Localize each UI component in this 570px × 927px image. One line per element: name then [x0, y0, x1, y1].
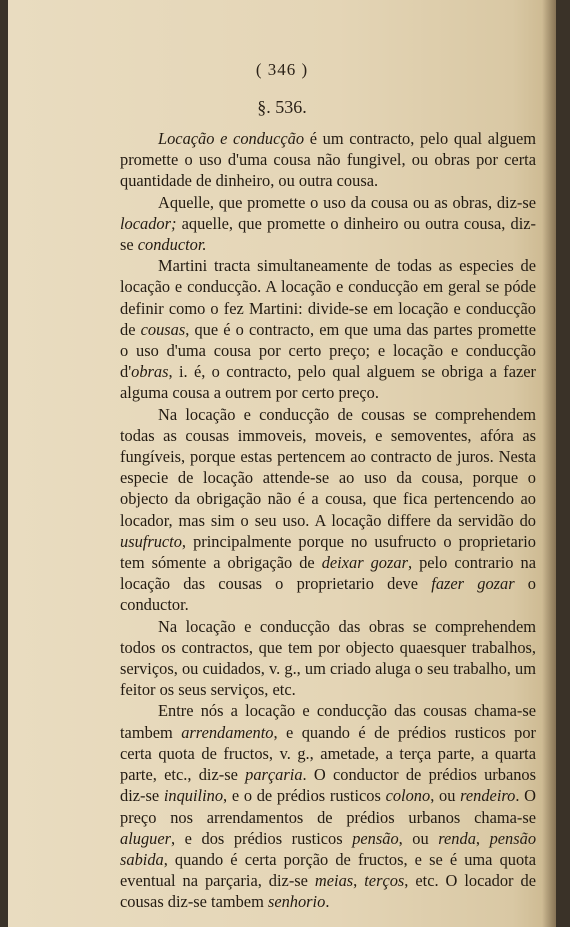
italic-term: inquilino [163, 786, 224, 806]
text-run: , [353, 871, 365, 891]
text-run: , etc. O locador de cousas diz-se tambem [120, 871, 536, 912]
text-run: aquelle, que promette o dinheiro ou outra cousa, diz-se [120, 213, 536, 255]
italic-term: arrendamento [181, 722, 274, 742]
italic-term: terços [364, 871, 405, 891]
text-run: , [475, 828, 490, 848]
italic-term: conductor. [137, 235, 207, 255]
book-page [8, 0, 556, 927]
italic-term: usufructo [120, 531, 182, 551]
body-text [120, 128, 536, 913]
paragraph [120, 255, 536, 403]
italic-term: deixar gozar [321, 553, 408, 573]
italic-term: obras [131, 362, 169, 382]
paragraph [120, 192, 536, 256]
paragraph [120, 404, 536, 616]
italic-term: parçaria [245, 765, 303, 785]
page-spine-shadow [542, 0, 556, 927]
section-heading: §. 536. [257, 97, 307, 117]
text-run: Martini tracta simultaneamente de todas as especies de locação e conducção. A locação e conducção em geral se póde definir como o fez Martini: divide-se em locação e conducção de [120, 256, 536, 339]
paragraph [120, 616, 536, 701]
text-run: , ou [398, 828, 439, 848]
italic-term: meias [314, 871, 354, 891]
page-number: ( 346 ) [255, 60, 309, 79]
text-run: o conductor. [120, 574, 536, 615]
text-run: , e dos prédios rusticos [171, 828, 353, 848]
text-run: , e quando é de prédios rusticos por certa quota de fructos, v. g., ametade, a terça parte, a quarta parte, etc., diz-se [120, 722, 536, 785]
italic-term: colono [385, 786, 431, 806]
italic-term: locador; [120, 213, 177, 233]
italic-term: pensão sabida [120, 828, 537, 869]
paragraph [120, 700, 536, 912]
text-run: , que é o contracto, em que uma das partes promette o uso d'uma cousa por certo preço; e locação e conducção d' [120, 319, 536, 382]
italic-term: renda [438, 828, 476, 848]
text-run: Aquelle, que promette o uso da cousa ou as obras, diz-se [158, 192, 536, 212]
text-run: é um contracto, pelo qual alguem promette o uso d'uma cousa não fungivel, ou obras por certa quantidade de dinheiro, ou outra cousa. [120, 129, 536, 191]
italic-term: pensão [352, 828, 399, 848]
text-run: , principalmente porque no usufructo o proprietario tem sómente a obrigação de [120, 531, 536, 573]
text-run: Na locação e conducção de cousas se comprehendem todas as cousas immoveis, moveis, e semoventes, afóra as fungíveis, porque estas pertencem ao contracto de juros. Nesta especie de locação attende-se ao uso da cousa, porque o objecto da obrigação não é a cousa, que fica pertencendo ao locador, mas sim o seu uso. A locação differe da servidão do [120, 404, 536, 530]
italic-term: cousas [140, 319, 186, 339]
italic-term: fazer gozar [431, 574, 515, 594]
text-run: . [325, 892, 330, 912]
text-run: , e o de prédios rusticos [223, 786, 386, 806]
text-run: , pelo contrario na locação das cousas o proprietario deve [120, 553, 536, 594]
text-run: . O conductor de prédios urbanos diz-se [120, 765, 536, 806]
text-run: Entre nós a locação e conducção das cousas chama-se tambem [120, 701, 536, 742]
text-run: Na locação e conducção das obras se comprehendem todos os contractos, que tem por objecto quaesquer trabalhos, serviços, ou cuidados, v. g., um criado aluga o seu trabalho, um feitor os seus serviços, etc. [120, 616, 536, 700]
italic-term: Locação e conducção [158, 129, 305, 148]
paragraph [120, 128, 536, 192]
text-run: , quando é certa porção de fructos, e se é uma quota eventual na parçaria, diz-se [120, 849, 536, 891]
text-run: , ou [430, 786, 461, 806]
italic-term: rendeiro [460, 786, 516, 806]
italic-term: senhorio [267, 892, 326, 912]
text-run: , i. é, o contracto, pelo qual alguem se obriga a fazer alguma cousa a outrem por certo preço. [120, 362, 536, 403]
text-run: . O preço nos arrendamentos de prédios urbanos chama-se [120, 786, 536, 827]
italic-term: aluguer [120, 828, 171, 848]
